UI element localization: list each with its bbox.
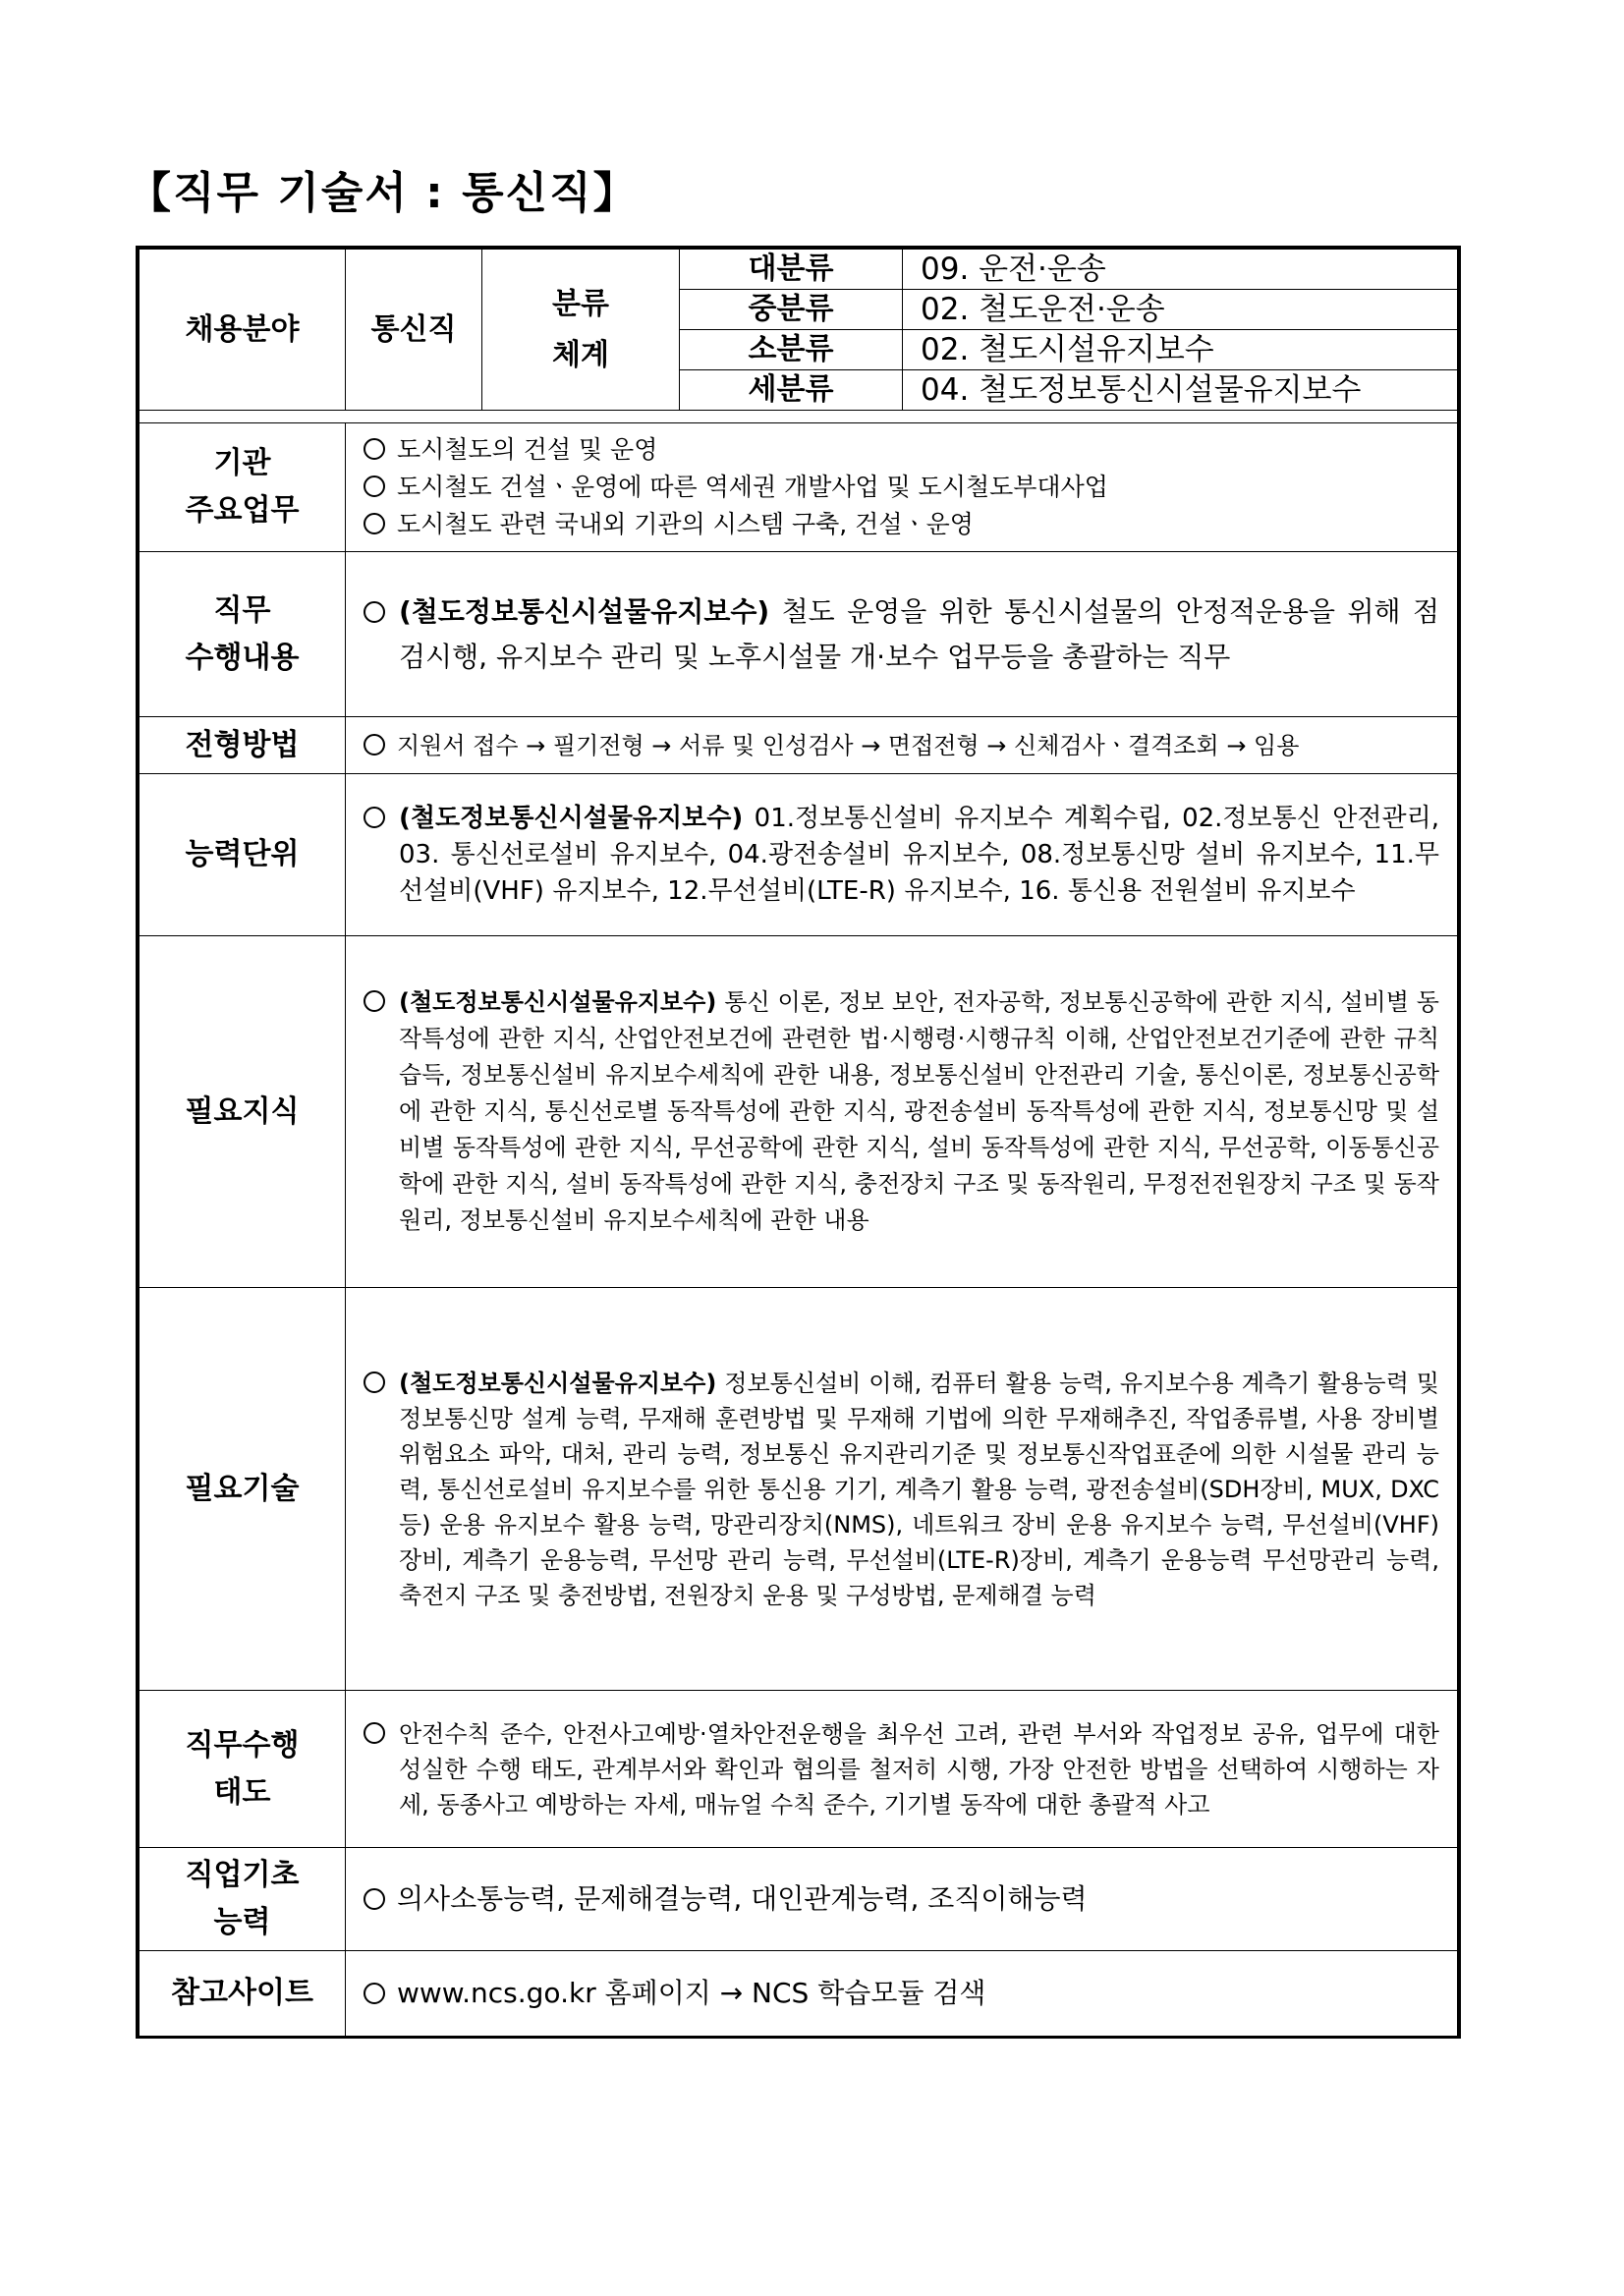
ref-label: 참고사이트 xyxy=(140,1951,346,2037)
class-major-value: 09. 운전·운송 xyxy=(903,250,1458,290)
circle-bullet-icon xyxy=(364,734,385,756)
duty-content: (철도정보통신시설물유지보수) 철도 운영을 위한 통신시설물의 안정적운용을 위해 점검시행, 유지보수 관리 및 노후시설물 개·보수 업무등을 총괄하는 직무 xyxy=(346,552,1458,717)
knowledge-label: 필요지식 xyxy=(140,936,346,1288)
circle-bullet-icon xyxy=(364,1722,385,1744)
table-divider xyxy=(140,411,1458,423)
field-value: 통신직 xyxy=(346,250,482,411)
class-middle-label: 중분류 xyxy=(680,290,903,330)
basic-label: 직업기초 능력 xyxy=(140,1848,346,1951)
circle-bullet-icon xyxy=(364,601,385,623)
attitude-label: 직무수행 태도 xyxy=(140,1691,346,1848)
skills-label: 필요기술 xyxy=(140,1288,346,1691)
class-detail-value: 04. 철도정보통신시설물유지보수 xyxy=(903,370,1458,411)
process-label: 전형방법 xyxy=(140,717,346,774)
job-description-table xyxy=(136,246,1461,2039)
field-label: 채용분야 xyxy=(140,250,346,411)
circle-bullet-icon xyxy=(364,438,385,460)
class-middle-value: 02. 철도운전·운송 xyxy=(903,290,1458,330)
basic-content: 의사소통능력, 문제해결능력, 대인관계능력, 조직이해능력 xyxy=(346,1848,1458,1951)
circle-bullet-icon xyxy=(364,807,385,828)
ref-content: www.ncs.go.kr 홈페이지 → NCS 학습모듈 검색 xyxy=(346,1951,1458,2037)
agency-content xyxy=(346,423,1458,552)
list-item: 도시철도 건설ㆍ운영에 따른 역세권 개발사업 및 도시철도부대사업 xyxy=(364,469,1439,506)
class-major-label: 대분류 xyxy=(680,250,903,290)
agency-label: 기관 주요업무 xyxy=(140,423,346,552)
knowledge-content: (철도정보통신시설물유지보수) 통신 이론, 정보 보안, 전자공학, 정보통신공학에 관한 지식, 설비별 동작특성에 관한 지식, 산업안전보건에 관련한 법·시행령·시행규칙 이해, 산업안전보건기준에 관한 규칙 습득, 정보통신설비 유지보수세칙에 관한 내용, 정보통신설비 안전관리 기술, 통신이론, 정보통신공학에 관한 지식, 통신선로별 동작특성에 관한 지식, 광전송설비 동작특성에 관한 지식, 정보통신망 및 설비별 동작특성에 관한 지식, 무선공학에 관한 지식, 설비 동작특성에 관한 지식, 무선공학, 이동통신공학에 관한 지식, 설비 동작특성에 관한 지식, 충전장치 구조 및 동작원리, 무정전전원장치 구조 및 동작원리, 정보통신설비 유지보수세칙에 관한 내용 xyxy=(346,936,1458,1288)
list-item: 도시철도의 건설 및 운영 xyxy=(364,431,1439,469)
process-content: 지원서 접수 → 필기전형 → 서류 및 인성검사 → 면접전형 → 신체검사ㆍ결격조회 → 임용 xyxy=(346,717,1458,774)
units-content: (철도정보통신시설물유지보수) 01.정보통신설비 유지보수 계획수립, 02.정보통신 안전관리, 03. 통신선로설비 유지보수, 04.광전송설비 유지보수, 08.정보통신망 설비 유지보수, 11.무선설비(VHF) 유지보수, 12.무선설비(LTE-R) 유지보수, 16. 통신용 전원설비 유지보수 xyxy=(346,774,1458,936)
circle-bullet-icon xyxy=(364,1888,385,1910)
duty-label: 직무 수행내용 xyxy=(140,552,346,717)
list-item: 도시철도 관련 국내외 기관의 시스템 구축, 건설ㆍ운영 xyxy=(364,506,1439,543)
circle-bullet-icon xyxy=(364,1983,385,2004)
circle-bullet-icon xyxy=(364,513,385,534)
circle-bullet-icon xyxy=(364,990,385,1012)
class-minor-value: 02. 철도시설유지보수 xyxy=(903,330,1458,370)
circle-bullet-icon xyxy=(364,1372,385,1393)
class-minor-label: 소분류 xyxy=(680,330,903,370)
circle-bullet-icon xyxy=(364,476,385,497)
class-detail-label: 세분류 xyxy=(680,370,903,411)
attitude-content: 안전수칙 준수, 안전사고예방·열차안전운행을 최우선 고려, 관련 부서와 작업정보 공유, 업무에 대한 성실한 수행 태도, 관계부서와 확인과 협의를 철저히 시행, 가장 안전한 방법을 선택하여 시행하는 자세, 동종사고 예방하는 자세, 매뉴얼 수칙 준수, 기기별 동작에 대한 총괄적 사고 xyxy=(346,1691,1458,1848)
units-label: 능력단위 xyxy=(140,774,346,936)
skills-content: (철도정보통신시설물유지보수) 정보통신설비 이해, 컴퓨터 활용 능력, 유지보수용 계측기 활용능력 및 정보통신망 설계 능력, 무재해 훈련방법 및 무재해 기법에 의한 무재해추진, 작업종류별, 사용 장비별 위험요소 파악, 대처, 관리 능력, 정보통신 유지관리기준 및 정보통신작업표준에 의한 시설물 관리 능력, 통신선로설비 유지보수를 위한 통신용 기기, 계측기 활용 능력, 광전송설비(SDH장비, MUX, DXC등) 운용 유지보수 활용 능력, 망관리장치(NMS), 네트워크 장비 운용 유지보수 능력, 무선설비(VHF) 장비, 계측기 운용능력, 무선망 관리 능력, 무선설비(LTE-R)장비, 계측기 운용능력 무선망관리 능력, 축전지 구조 및 충전방법, 전원장치 운용 및 구성방법, 문제해결 능력 xyxy=(346,1288,1458,1691)
page-title: 【직무 기술서 : 통신직】 xyxy=(128,168,639,218)
classification-label: 분류 체계 xyxy=(482,250,680,411)
